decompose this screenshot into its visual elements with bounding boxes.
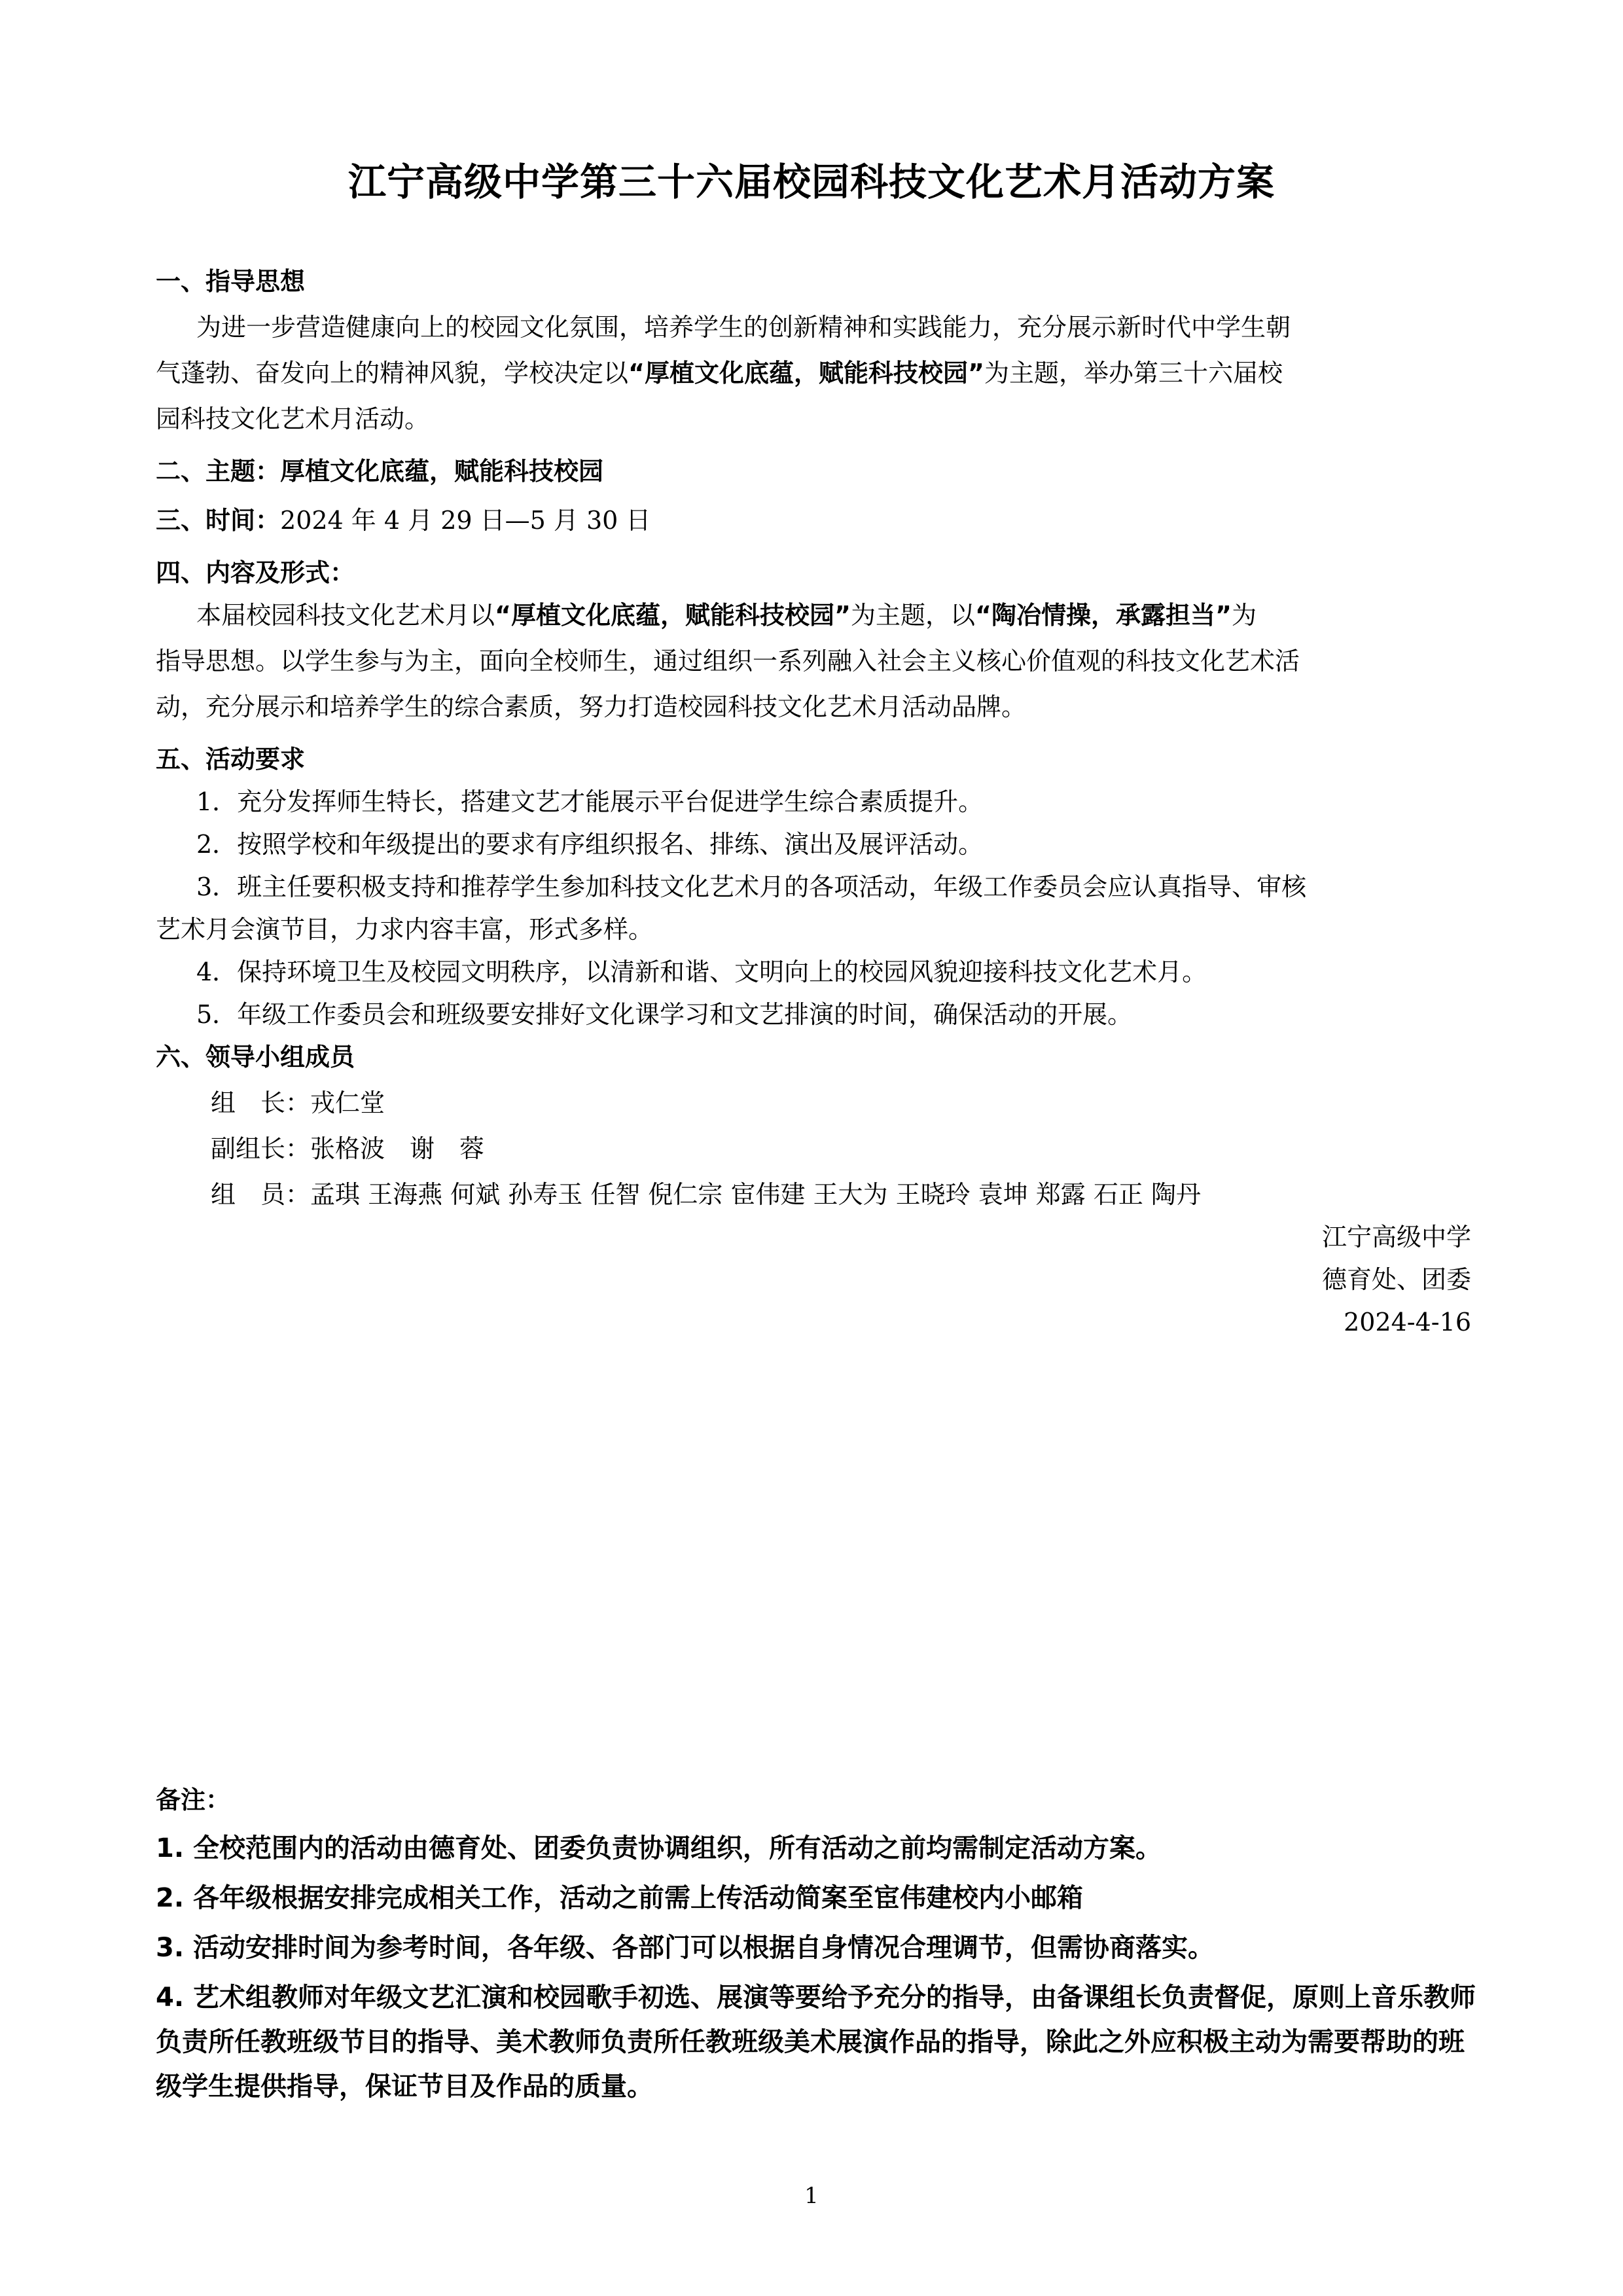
theme-value: 厚植文化底蕴，赋能科技校园 bbox=[280, 457, 604, 486]
note-item-4: 4. 艺术组教师对年级文艺汇演和校园歌手初选、展演等要给予充分的指导，由备课组长负责督促，原则上音乐教师负责所任教班级节目的指导、美术教师负责所任教班级美术展演作品的指导，除此之外应积极主动为需要帮助的班级学生提供指导，保证节目及作品的质量。 bbox=[156, 1982, 1476, 2102]
section-heading-theme bbox=[156, 452, 603, 491]
group-members: 组 员：孟琪 王海燕 何斌 孙寿玉 任智 倪仁宗 宦伟建 王大为 王晓玲 袁坤 郑露 石正 陶丹 bbox=[211, 1180, 1201, 1209]
section-heading-leadership-group: 六、领导小组成员 bbox=[156, 1043, 355, 1071]
note-item-1: 1. 全校范围内的活动由德育处、团委负责协调组织，所有活动之前均需制定活动方案。 bbox=[156, 1833, 1162, 1863]
section4-line2: 指导思想。以学生参与为主，面向全校师生，通过组织一系列融入社会主义核心价值观的科技文化艺术活 bbox=[156, 647, 1300, 675]
group-vice-leader: 副组长：张格波 谢 蓉 bbox=[211, 1134, 485, 1163]
section4-line1-text-a: 本届校园科技文化艺术月以 bbox=[196, 601, 495, 630]
section-heading-time bbox=[156, 501, 651, 540]
page-number: 1 bbox=[804, 2183, 819, 2209]
document-title: 江宁高级中学第三十六届校园科技文化艺术月活动方案 bbox=[348, 160, 1275, 204]
requirement-item-1: 1．充分发挥师生特长，搭建文艺才能展示平台促进学生综合素质提升。 bbox=[196, 787, 984, 816]
section-heading-content-form: 四、内容及形式： bbox=[156, 558, 355, 587]
section4-line1-text-c: 为 bbox=[1231, 601, 1257, 630]
section4-guideline-quote: “陶冶情操，承露担当” bbox=[974, 601, 1232, 630]
requirement-item-4: 4．保持环境卫生及校园文明秩序，以清新和谐、文明向上的校园风貌迎接科技文化艺术月。 bbox=[196, 958, 1207, 986]
requirement-item-3-line1: 3．班主任要积极支持和推荐学生参加科技文化艺术月的各项活动，年级工作委员会应认真指导、审核 bbox=[196, 872, 1307, 901]
section1-line2-text-b: 为主题，举办第三十六届校 bbox=[984, 359, 1283, 387]
note-item-2: 2. 各年级根据安排完成相关工作，活动之前需上传活动简案至宦伟建校内小邮箱 bbox=[156, 1883, 1083, 1913]
group-leader: 组 长：戎仁堂 bbox=[211, 1088, 385, 1117]
note-item-3: 3. 活动安排时间为参考时间，各年级、各部门可以根据自身情况合理调节，但需协商落实。 bbox=[156, 1933, 1214, 1963]
section1-theme-quote: “厚植文化底蕴，赋能科技校园” bbox=[628, 359, 984, 387]
time-value: 2024 年 4 月 29 日—5 月 30 日 bbox=[280, 506, 651, 535]
requirement-item-3-line2: 艺术月会演节目，力求内容丰富，形式多样。 bbox=[156, 915, 654, 944]
theme-label: 二、主题： bbox=[156, 457, 281, 486]
section4-line1-text-b: 为主题，以 bbox=[850, 601, 975, 630]
signature-department: 德育处、团委 bbox=[1321, 1265, 1471, 1294]
signature-date: 2024-4-16 bbox=[1344, 1308, 1471, 1336]
section4-theme-quote: “厚植文化底蕴，赋能科技校园” bbox=[495, 601, 851, 630]
requirement-item-5: 5．年级工作委员会和班级要安排好文化课学习和文艺排演的时间，确保活动的开展。 bbox=[196, 1000, 1133, 1029]
section-heading-requirements: 五、活动要求 bbox=[156, 745, 306, 774]
section4-line3: 动，充分展示和培养学生的综合素质，努力打造校园科技文化艺术月活动品牌。 bbox=[156, 692, 1027, 721]
signature-school: 江宁高级中学 bbox=[1321, 1223, 1471, 1251]
section1-line2-text-a: 气蓬勃、奋发向上的精神风貌，学校决定以 bbox=[156, 359, 629, 387]
time-label: 三、时间： bbox=[156, 506, 281, 535]
section-heading-guiding-ideology: 一、指导思想 bbox=[156, 267, 306, 296]
section1-paragraph-line1: 为进一步营造健康向上的校园文化氛围，培养学生的创新精神和实践能力，充分展示新时代中学生朝 bbox=[196, 313, 1291, 342]
requirement-item-2: 2．按照学校和年级提出的要求有序组织报名、排练、演出及展评活动。 bbox=[196, 830, 984, 859]
section1-paragraph-line2 bbox=[156, 353, 1283, 393]
section1-paragraph-line3: 园科技文化艺术月活动。 bbox=[156, 404, 430, 433]
notes-heading: 备注： bbox=[156, 1785, 231, 1814]
section4-line1 bbox=[196, 596, 1257, 635]
